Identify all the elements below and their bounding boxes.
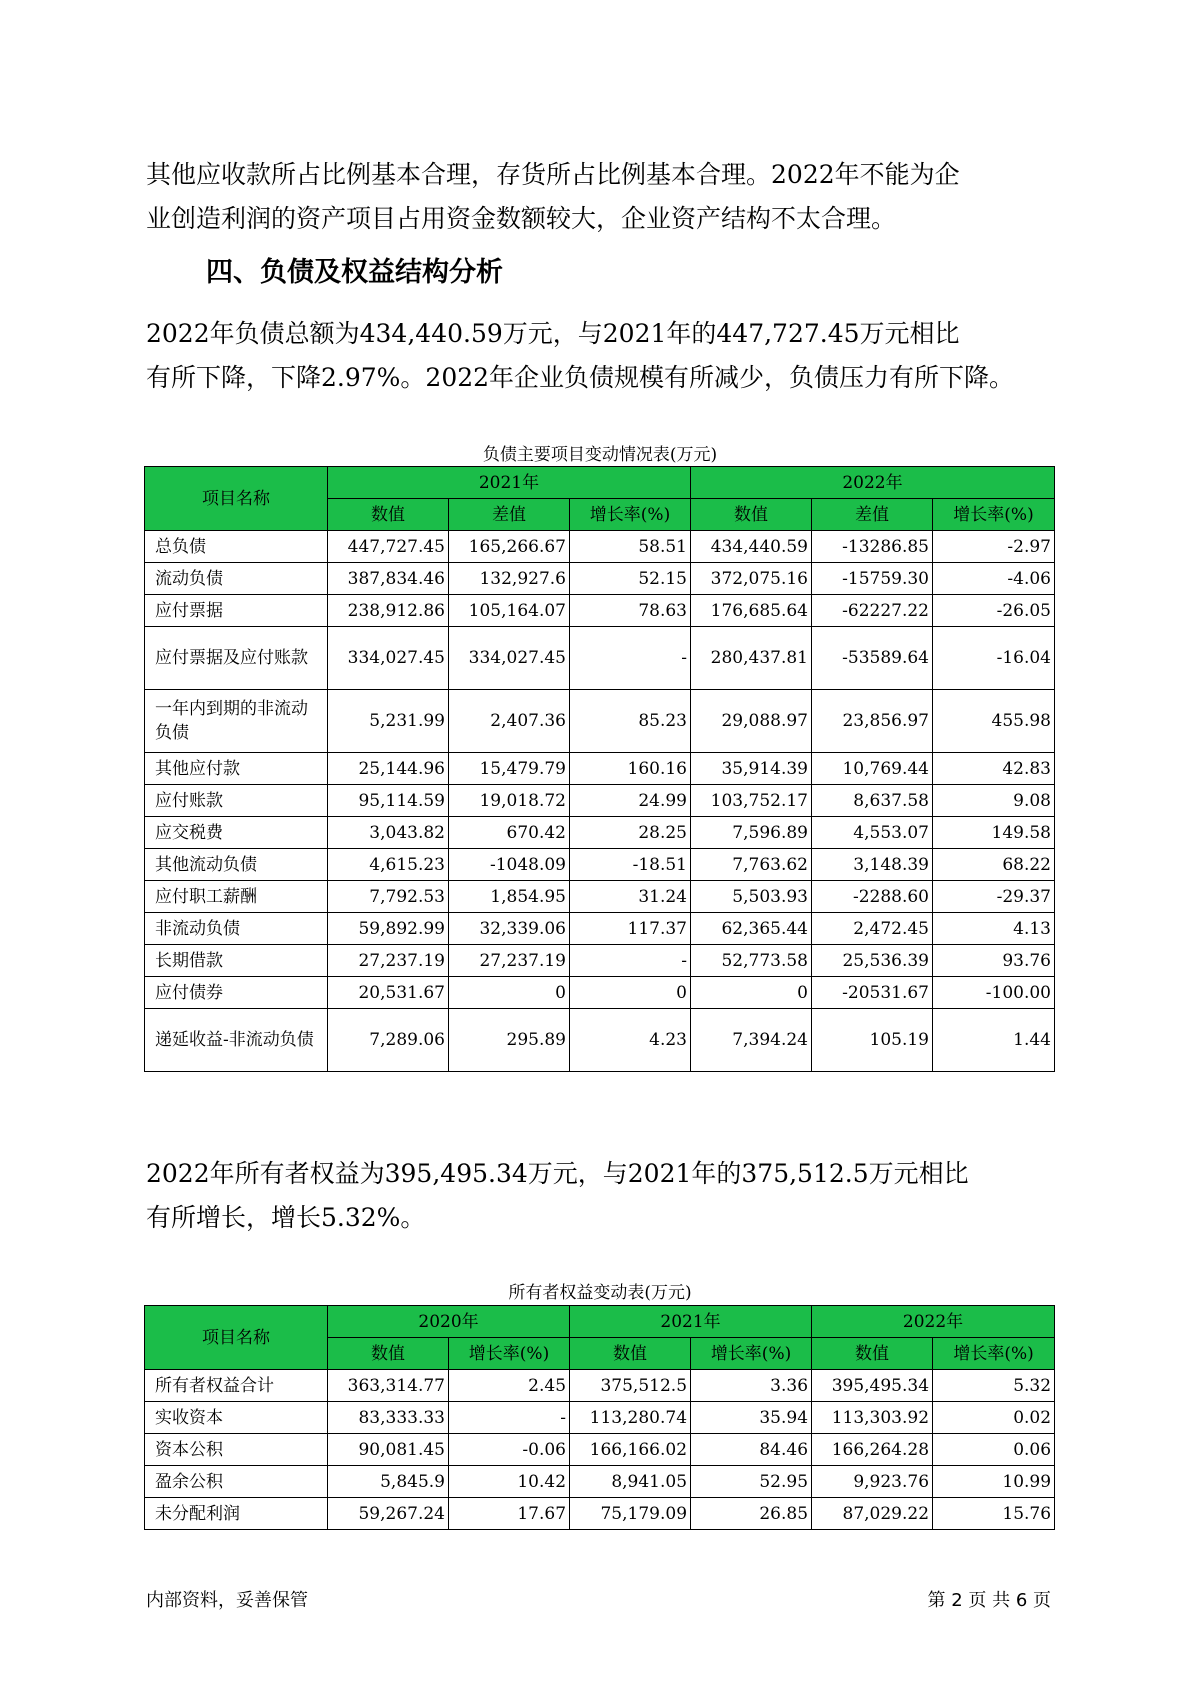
liability-subheader: 增长率(%): [570, 499, 691, 531]
liability-table-cell: 52.15: [570, 563, 691, 595]
liability-table-cell: 434,440.59: [691, 531, 812, 563]
liability-subheader: 差值: [812, 499, 933, 531]
equity-table-row: [145, 1370, 1055, 1402]
footer-page-number: 第 2 页 共 6 页: [927, 1590, 1051, 1611]
equity-subheader: 增长率(%): [933, 1338, 1055, 1370]
equity-table-cell: 10.42: [449, 1466, 570, 1498]
intro-line-1: 其他应收款所占比例基本合理，存货所占比例基本合理。2022年不能为企: [146, 160, 960, 189]
equity-table-cell: 87,029.22: [812, 1498, 933, 1530]
liability-table-cell: 20,531.67: [328, 977, 449, 1009]
liability-header-row-years: [145, 467, 1055, 499]
liability-table-cell: 7,289.06: [328, 1009, 449, 1072]
liability-table-row-name: 非流动负债: [145, 913, 328, 945]
liability-table-cell: 5,503.93: [691, 881, 812, 913]
liability-table-cell: 24.99: [570, 785, 691, 817]
section-heading: 四、负债及权益结构分析: [206, 257, 503, 288]
liability-table-row-name: 其他应付款: [145, 753, 328, 785]
liability-table-cell: 3,043.82: [328, 817, 449, 849]
liability-table-cell: 95,114.59: [328, 785, 449, 817]
liability-table-cell: 4.13: [933, 913, 1055, 945]
liability-table-cell: 8,637.58: [812, 785, 933, 817]
liability-table-row: [145, 817, 1055, 849]
equity-table-row: [145, 1466, 1055, 1498]
liability-table-cell: 0: [570, 977, 691, 1009]
liability-table-cell: -: [570, 945, 691, 977]
equity-table-row: [145, 1402, 1055, 1434]
liability-table-cell: 27,237.19: [449, 945, 570, 977]
equity-table-row-name: 实收资本: [145, 1402, 328, 1434]
liability-table-cell: 5,231.99: [328, 690, 449, 753]
liability-table-row-name: 其他流动负债: [145, 849, 328, 881]
liability-table-cell: 7,763.62: [691, 849, 812, 881]
equity-table-row-name: 未分配利润: [145, 1498, 328, 1530]
equity-table-cell: 0.02: [933, 1402, 1055, 1434]
liability-table-cell: -2288.60: [812, 881, 933, 913]
equity-table-cell: 75,179.09: [570, 1498, 691, 1530]
equity-table-cell: 59,267.24: [328, 1498, 449, 1530]
equity-table-row-name: 盈余公积: [145, 1466, 328, 1498]
equity-table-cell: 375,512.5: [570, 1370, 691, 1402]
equity-table-cell: 8,941.05: [570, 1466, 691, 1498]
equity-table-row-name: 所有者权益合计: [145, 1370, 328, 1402]
liability-table-cell: -16.04: [933, 627, 1055, 690]
equity-table-cell: 35.94: [691, 1402, 812, 1434]
equity-table-row-name: 资本公积: [145, 1434, 328, 1466]
liability-table-cell: 238,912.86: [328, 595, 449, 627]
equity-table-row: [145, 1498, 1055, 1530]
liability-table-cell: 27,237.19: [328, 945, 449, 977]
liability-table-cell: 372,075.16: [691, 563, 812, 595]
liability-table-cell: 7,394.24: [691, 1009, 812, 1072]
liability-table-cell: -20531.67: [812, 977, 933, 1009]
liability-table-cell: 29,088.97: [691, 690, 812, 753]
liability-table-cell: 32,339.06: [449, 913, 570, 945]
liability-table-cell: 31.24: [570, 881, 691, 913]
liability-table-cell: 149.58: [933, 817, 1055, 849]
liability-table-row: [145, 849, 1055, 881]
liability-table-cell: 334,027.45: [449, 627, 570, 690]
equity-table-cell: 9,923.76: [812, 1466, 933, 1498]
liability-table-cell: 280,437.81: [691, 627, 812, 690]
liability-table-row-name: 应付职工薪酬: [145, 881, 328, 913]
equity-table-cell: 113,303.92: [812, 1402, 933, 1434]
equity-table-cell: 90,081.45: [328, 1434, 449, 1466]
liability-subheader: 差值: [449, 499, 570, 531]
liability-table-cell: 670.42: [449, 817, 570, 849]
liability-table-cell: 2,407.36: [449, 690, 570, 753]
liability-table-cell: 0: [691, 977, 812, 1009]
liability-table-cell: -: [570, 627, 691, 690]
liability-table-cell: 68.22: [933, 849, 1055, 881]
liability-subheader: 增长率(%): [933, 499, 1055, 531]
liability-table-row-name: 长期借款: [145, 945, 328, 977]
liability-table-row-name: 应付账款: [145, 785, 328, 817]
liability-table-cell: 295.89: [449, 1009, 570, 1072]
liability-table-cell: 334,027.45: [328, 627, 449, 690]
liability-table-cell: -100.00: [933, 977, 1055, 1009]
liability-table-cell: 4.23: [570, 1009, 691, 1072]
equity-table-cell: 2.45: [449, 1370, 570, 1402]
equity-table-cell: 166,166.02: [570, 1434, 691, 1466]
liability-table-row: [145, 531, 1055, 563]
liability-table-cell: 4,615.23: [328, 849, 449, 881]
intro-line-2: 业创造利润的资产项目占用资金数额较大，企业资产结构不太合理。: [146, 204, 897, 233]
liability-subheader: 数值: [328, 499, 449, 531]
equity-table-cell: 17.67: [449, 1498, 570, 1530]
liability-line-1: 2022年负债总额为434,440.59万元，与2021年的447,727.45万元相比: [146, 319, 960, 348]
equity-table-cell: 10.99: [933, 1466, 1055, 1498]
equity-subheader: 增长率(%): [691, 1338, 812, 1370]
liability-table-row: [145, 627, 1055, 690]
liability-table-row-name: 递延收益-非流动负债: [145, 1009, 328, 1072]
equity-table-cell: 84.46: [691, 1434, 812, 1466]
liability-subheader: 数值: [691, 499, 812, 531]
liability-year-header-2021: 2021年: [328, 467, 691, 499]
equity-table-cell: 5,845.9: [328, 1466, 449, 1498]
liability-table-cell: -2.97: [933, 531, 1055, 563]
liability-table-cell: 58.51: [570, 531, 691, 563]
equity-subheader: 数值: [328, 1338, 449, 1370]
liability-table-cell: 10,769.44: [812, 753, 933, 785]
equity-header-row-years: [145, 1306, 1055, 1338]
liability-table-cell: 35,914.39: [691, 753, 812, 785]
equity-line-1: 2022年所有者权益为395,495.34万元，与2021年的375,512.5万元相比: [146, 1159, 969, 1188]
liability-table-cell: 78.63: [570, 595, 691, 627]
liability-table-cell: 9.08: [933, 785, 1055, 817]
equity-subheader: 数值: [812, 1338, 933, 1370]
equity-table-caption: 所有者权益变动表(万元): [508, 1283, 692, 1303]
liability-table-cell: -13286.85: [812, 531, 933, 563]
liability-table-cell: 160.16: [570, 753, 691, 785]
liability-table-cell: 23,856.97: [812, 690, 933, 753]
liability-table-cell: 85.23: [570, 690, 691, 753]
liability-table-row: [145, 977, 1055, 1009]
liability-table-cell: -53589.64: [812, 627, 933, 690]
equity-table-row: [145, 1434, 1055, 1466]
liability-table-row-name: 流动负债: [145, 563, 328, 595]
liability-table-cell: 1,854.95: [449, 881, 570, 913]
liability-table-cell: 103,752.17: [691, 785, 812, 817]
liability-table-cell: 19,018.72: [449, 785, 570, 817]
liability-table-row: [145, 753, 1055, 785]
equity-table-cell: -0.06: [449, 1434, 570, 1466]
liability-table-row: [145, 785, 1055, 817]
liability-paragraph: [146, 312, 1046, 400]
liability-table-cell: 93.76: [933, 945, 1055, 977]
liability-table-cell: 28.25: [570, 817, 691, 849]
liability-table-cell: 105.19: [812, 1009, 933, 1072]
liability-table: [144, 466, 1055, 1072]
liability-line-2: 有所下降，下降2.97%。2022年企业负债规模有所减少，负债压力有所下降。: [146, 363, 1015, 392]
liability-table-cell: 52,773.58: [691, 945, 812, 977]
equity-table: [144, 1305, 1055, 1530]
liability-table-cell: 387,834.46: [328, 563, 449, 595]
liability-table-cell: 25,536.39: [812, 945, 933, 977]
liability-table-cell: 165,266.67: [449, 531, 570, 563]
liability-table-cell: -15759.30: [812, 563, 933, 595]
liability-table-row: [145, 595, 1055, 627]
liability-table-row: [145, 945, 1055, 977]
liability-table-row-name: 一年内到期的非流动负债: [145, 690, 328, 753]
liability-table-cell: -1048.09: [449, 849, 570, 881]
liability-table-row: [145, 913, 1055, 945]
equity-table-cell: 0.06: [933, 1434, 1055, 1466]
liability-table-cell: 1.44: [933, 1009, 1055, 1072]
liability-table-row-name: 应付债券: [145, 977, 328, 1009]
liability-table-row-name: 应交税费: [145, 817, 328, 849]
equity-year-header-2021: 2021年: [570, 1306, 812, 1338]
equity-year-header-2022: 2022年: [812, 1306, 1055, 1338]
liability-table-cell: 7,792.53: [328, 881, 449, 913]
liability-item-header: 项目名称: [145, 467, 328, 531]
liability-year-header-2022: 2022年: [691, 467, 1055, 499]
equity-table-cell: 363,314.77: [328, 1370, 449, 1402]
liability-table-cell: -18.51: [570, 849, 691, 881]
liability-table-cell: -29.37: [933, 881, 1055, 913]
equity-table-cell: -: [449, 1402, 570, 1434]
liability-table-cell: 7,596.89: [691, 817, 812, 849]
liability-table-cell: 0: [449, 977, 570, 1009]
liability-table-row-name: 应付票据及应付账款: [145, 627, 328, 690]
equity-subheader: 增长率(%): [449, 1338, 570, 1370]
liability-table-row-name: 应付票据: [145, 595, 328, 627]
liability-table-cell: 447,727.45: [328, 531, 449, 563]
liability-table-cell: -26.05: [933, 595, 1055, 627]
equity-year-header-2020: 2020年: [328, 1306, 570, 1338]
equity-table-cell: 52.95: [691, 1466, 812, 1498]
liability-table-cell: 59,892.99: [328, 913, 449, 945]
intro-paragraph: [146, 153, 1046, 241]
liability-table-cell: 42.83: [933, 753, 1055, 785]
equity-item-header: 项目名称: [145, 1306, 328, 1370]
equity-table-cell: 15.76: [933, 1498, 1055, 1530]
equity-subheader: 数值: [570, 1338, 691, 1370]
liability-table-cell: 62,365.44: [691, 913, 812, 945]
equity-table-cell: 166,264.28: [812, 1434, 933, 1466]
equity-table-cell: 83,333.33: [328, 1402, 449, 1434]
liability-table-cell: -62227.22: [812, 595, 933, 627]
liability-table-cell: 3,148.39: [812, 849, 933, 881]
footer-confidential-note: 内部资料，妥善保管: [146, 1590, 308, 1611]
liability-table-cell: 4,553.07: [812, 817, 933, 849]
equity-paragraph: [146, 1152, 1046, 1240]
liability-table-row: [145, 690, 1055, 753]
equity-table-cell: 3.36: [691, 1370, 812, 1402]
liability-table-cell: 117.37: [570, 913, 691, 945]
liability-table-cell: 176,685.64: [691, 595, 812, 627]
equity-line-2: 有所增长，增长5.32%。: [146, 1203, 426, 1232]
liability-table-cell: -4.06: [933, 563, 1055, 595]
equity-table-cell: 113,280.74: [570, 1402, 691, 1434]
liability-table-cell: 2,472.45: [812, 913, 933, 945]
liability-table-cell: 105,164.07: [449, 595, 570, 627]
liability-table-row: [145, 881, 1055, 913]
liability-table-row: [145, 563, 1055, 595]
liability-table-caption: 负债主要项目变动情况表(万元): [482, 445, 718, 465]
liability-table-row-name: 总负债: [145, 531, 328, 563]
equity-table-cell: 26.85: [691, 1498, 812, 1530]
equity-table-cell: 5.32: [933, 1370, 1055, 1402]
equity-table-cell: 395,495.34: [812, 1370, 933, 1402]
liability-table-cell: 132,927.6: [449, 563, 570, 595]
liability-table-row: [145, 1009, 1055, 1072]
liability-table-cell: 455.98: [933, 690, 1055, 753]
liability-table-cell: 15,479.79: [449, 753, 570, 785]
liability-table-cell: 25,144.96: [328, 753, 449, 785]
